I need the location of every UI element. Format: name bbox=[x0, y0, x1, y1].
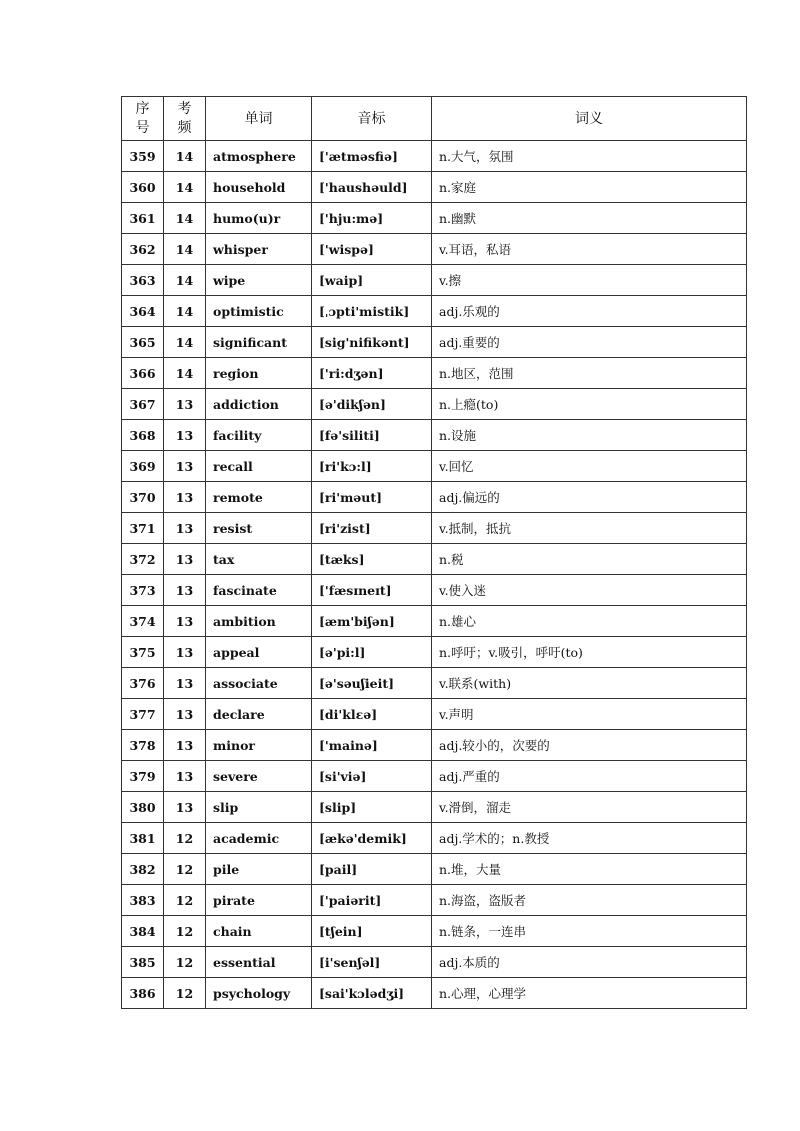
cell-meaning: n.呼吁；v.吸引，呼吁(to) bbox=[432, 637, 747, 668]
cell-word: slip bbox=[206, 792, 312, 823]
cell-meaning: adj.重要的 bbox=[432, 327, 747, 358]
table-row bbox=[122, 296, 747, 327]
cell-meaning: n.堆，大量 bbox=[432, 854, 747, 885]
cell-frequency: 13 bbox=[164, 699, 206, 730]
cell-word: pirate bbox=[206, 885, 312, 916]
cell-serial-number: 381 bbox=[122, 823, 164, 854]
cell-serial-number: 361 bbox=[122, 203, 164, 234]
vocabulary-table bbox=[121, 96, 747, 1009]
cell-serial-number: 373 bbox=[122, 575, 164, 606]
header-phonetic: 音标 bbox=[312, 97, 432, 141]
cell-serial-number: 367 bbox=[122, 389, 164, 420]
header-serial-number bbox=[122, 97, 164, 141]
cell-frequency: 14 bbox=[164, 358, 206, 389]
cell-word: significant bbox=[206, 327, 312, 358]
cell-phonetic: ['ætməsfiə] bbox=[312, 141, 432, 172]
table-row bbox=[122, 668, 747, 699]
cell-word: wipe bbox=[206, 265, 312, 296]
cell-frequency: 12 bbox=[164, 885, 206, 916]
table-row bbox=[122, 947, 747, 978]
table-body bbox=[122, 141, 747, 1009]
cell-serial-number: 382 bbox=[122, 854, 164, 885]
cell-phonetic: [tʃein] bbox=[312, 916, 432, 947]
cell-phonetic: [slip] bbox=[312, 792, 432, 823]
cell-frequency: 13 bbox=[164, 575, 206, 606]
cell-meaning: v.声明 bbox=[432, 699, 747, 730]
cell-meaning: n.税 bbox=[432, 544, 747, 575]
cell-frequency: 13 bbox=[164, 761, 206, 792]
table-row bbox=[122, 203, 747, 234]
header-row bbox=[122, 97, 747, 141]
table-row bbox=[122, 823, 747, 854]
cell-frequency: 13 bbox=[164, 668, 206, 699]
cell-phonetic: [di'klɛə] bbox=[312, 699, 432, 730]
cell-frequency: 12 bbox=[164, 823, 206, 854]
header-meaning: 词义 bbox=[432, 97, 747, 141]
header-frequency-line-2: 频 bbox=[177, 119, 192, 136]
cell-serial-number: 372 bbox=[122, 544, 164, 575]
cell-serial-number: 359 bbox=[122, 141, 164, 172]
cell-serial-number: 374 bbox=[122, 606, 164, 637]
cell-meaning: v.耳语，私语 bbox=[432, 234, 747, 265]
cell-meaning: n.大气，氛围 bbox=[432, 141, 747, 172]
header-word: 单词 bbox=[206, 97, 312, 141]
cell-phonetic: ['ri:dʒən] bbox=[312, 358, 432, 389]
cell-frequency: 13 bbox=[164, 420, 206, 451]
cell-serial-number: 380 bbox=[122, 792, 164, 823]
cell-meaning: v.抵制，抵抗 bbox=[432, 513, 747, 544]
cell-word: facility bbox=[206, 420, 312, 451]
cell-meaning: n.海盗，盗版者 bbox=[432, 885, 747, 916]
cell-word: ambition bbox=[206, 606, 312, 637]
table-row bbox=[122, 792, 747, 823]
cell-phonetic: [i'senʃəl] bbox=[312, 947, 432, 978]
cell-word: chain bbox=[206, 916, 312, 947]
table-row bbox=[122, 885, 747, 916]
cell-serial-number: 384 bbox=[122, 916, 164, 947]
cell-meaning: v.使入迷 bbox=[432, 575, 747, 606]
table-row bbox=[122, 699, 747, 730]
cell-word: humo(u)r bbox=[206, 203, 312, 234]
cell-serial-number: 368 bbox=[122, 420, 164, 451]
cell-word: remote bbox=[206, 482, 312, 513]
header-frequency-line-1: 考 bbox=[177, 100, 192, 117]
cell-meaning: n.雄心 bbox=[432, 606, 747, 637]
cell-phonetic: [ə'pi:l] bbox=[312, 637, 432, 668]
table-row bbox=[122, 606, 747, 637]
cell-word: minor bbox=[206, 730, 312, 761]
cell-phonetic: [ri'məut] bbox=[312, 482, 432, 513]
cell-phonetic: [ə'dikʃən] bbox=[312, 389, 432, 420]
table-row bbox=[122, 265, 747, 296]
table-row bbox=[122, 451, 747, 482]
cell-serial-number: 363 bbox=[122, 265, 164, 296]
table-row bbox=[122, 420, 747, 451]
table-header bbox=[122, 97, 747, 141]
cell-word: psychology bbox=[206, 978, 312, 1009]
cell-phonetic: ['hju:mə] bbox=[312, 203, 432, 234]
cell-serial-number: 370 bbox=[122, 482, 164, 513]
cell-meaning: n.上瘾(to) bbox=[432, 389, 747, 420]
cell-serial-number: 383 bbox=[122, 885, 164, 916]
cell-frequency: 14 bbox=[164, 327, 206, 358]
cell-word: atmosphere bbox=[206, 141, 312, 172]
cell-frequency: 13 bbox=[164, 637, 206, 668]
table-row bbox=[122, 234, 747, 265]
cell-serial-number: 377 bbox=[122, 699, 164, 730]
cell-phonetic: [sai'kɔlədʒi] bbox=[312, 978, 432, 1009]
cell-frequency: 14 bbox=[164, 234, 206, 265]
cell-word: resist bbox=[206, 513, 312, 544]
cell-meaning: n.心理，心理学 bbox=[432, 978, 747, 1009]
cell-phonetic: [waip] bbox=[312, 265, 432, 296]
cell-word: academic bbox=[206, 823, 312, 854]
cell-serial-number: 371 bbox=[122, 513, 164, 544]
cell-meaning: adj.本质的 bbox=[432, 947, 747, 978]
cell-frequency: 14 bbox=[164, 296, 206, 327]
cell-frequency: 14 bbox=[164, 203, 206, 234]
table-row bbox=[122, 854, 747, 885]
cell-frequency: 13 bbox=[164, 730, 206, 761]
cell-phonetic: ['haushəuld] bbox=[312, 172, 432, 203]
cell-meaning: n.家庭 bbox=[432, 172, 747, 203]
cell-frequency: 14 bbox=[164, 141, 206, 172]
cell-word: essential bbox=[206, 947, 312, 978]
header-exam-frequency bbox=[164, 97, 206, 141]
cell-word: declare bbox=[206, 699, 312, 730]
cell-meaning: n.地区，范围 bbox=[432, 358, 747, 389]
cell-phonetic: [ə'səuʃieit] bbox=[312, 668, 432, 699]
cell-meaning: n.幽默 bbox=[432, 203, 747, 234]
cell-word: fascinate bbox=[206, 575, 312, 606]
cell-frequency: 13 bbox=[164, 513, 206, 544]
cell-frequency: 12 bbox=[164, 947, 206, 978]
cell-frequency: 13 bbox=[164, 606, 206, 637]
cell-word: associate bbox=[206, 668, 312, 699]
table-row bbox=[122, 327, 747, 358]
table-row bbox=[122, 761, 747, 792]
table-row bbox=[122, 482, 747, 513]
cell-meaning: n.设施 bbox=[432, 420, 747, 451]
cell-serial-number: 379 bbox=[122, 761, 164, 792]
table-row bbox=[122, 730, 747, 761]
cell-serial-number: 362 bbox=[122, 234, 164, 265]
cell-meaning: adj.乐观的 bbox=[432, 296, 747, 327]
header-serial-line-1: 序 bbox=[135, 100, 150, 117]
cell-meaning: adj.较小的，次要的 bbox=[432, 730, 747, 761]
cell-phonetic: ['wispə] bbox=[312, 234, 432, 265]
cell-meaning: adj.严重的 bbox=[432, 761, 747, 792]
cell-phonetic: [pail] bbox=[312, 854, 432, 885]
cell-phonetic: [ˌɔpti'mistik] bbox=[312, 296, 432, 327]
cell-serial-number: 360 bbox=[122, 172, 164, 203]
cell-meaning: adj.学术的；n.教授 bbox=[432, 823, 747, 854]
cell-frequency: 12 bbox=[164, 916, 206, 947]
cell-frequency: 14 bbox=[164, 172, 206, 203]
table-row bbox=[122, 637, 747, 668]
cell-meaning: adj.偏远的 bbox=[432, 482, 747, 513]
table-row bbox=[122, 141, 747, 172]
cell-word: household bbox=[206, 172, 312, 203]
cell-serial-number: 369 bbox=[122, 451, 164, 482]
cell-phonetic: [æm'biʃən] bbox=[312, 606, 432, 637]
cell-word: recall bbox=[206, 451, 312, 482]
cell-word: pile bbox=[206, 854, 312, 885]
cell-meaning: v.回忆 bbox=[432, 451, 747, 482]
table-row bbox=[122, 978, 747, 1009]
cell-serial-number: 385 bbox=[122, 947, 164, 978]
cell-frequency: 13 bbox=[164, 544, 206, 575]
cell-phonetic: [ri'zist] bbox=[312, 513, 432, 544]
cell-phonetic: ['fæsɪneɪt] bbox=[312, 575, 432, 606]
cell-serial-number: 375 bbox=[122, 637, 164, 668]
cell-phonetic: ['mainə] bbox=[312, 730, 432, 761]
table-row bbox=[122, 389, 747, 420]
cell-serial-number: 376 bbox=[122, 668, 164, 699]
cell-frequency: 13 bbox=[164, 389, 206, 420]
header-serial-line-2: 号 bbox=[135, 119, 150, 136]
cell-frequency: 14 bbox=[164, 265, 206, 296]
table-row bbox=[122, 575, 747, 606]
cell-serial-number: 365 bbox=[122, 327, 164, 358]
cell-phonetic: [sig'nifikənt] bbox=[312, 327, 432, 358]
cell-phonetic: [tæks] bbox=[312, 544, 432, 575]
cell-phonetic: [si'viə] bbox=[312, 761, 432, 792]
cell-word: whisper bbox=[206, 234, 312, 265]
cell-meaning: v.擦 bbox=[432, 265, 747, 296]
cell-serial-number: 386 bbox=[122, 978, 164, 1009]
table-row bbox=[122, 544, 747, 575]
cell-serial-number: 378 bbox=[122, 730, 164, 761]
cell-frequency: 13 bbox=[164, 482, 206, 513]
cell-word: region bbox=[206, 358, 312, 389]
cell-serial-number: 366 bbox=[122, 358, 164, 389]
table-row bbox=[122, 358, 747, 389]
cell-frequency: 12 bbox=[164, 978, 206, 1009]
cell-phonetic: [fə'siliti] bbox=[312, 420, 432, 451]
table-row bbox=[122, 916, 747, 947]
cell-phonetic: ['paiərit] bbox=[312, 885, 432, 916]
cell-serial-number: 364 bbox=[122, 296, 164, 327]
cell-word: severe bbox=[206, 761, 312, 792]
cell-phonetic: [ri'kɔ:l] bbox=[312, 451, 432, 482]
table-row bbox=[122, 172, 747, 203]
cell-word: optimistic bbox=[206, 296, 312, 327]
cell-frequency: 13 bbox=[164, 451, 206, 482]
cell-frequency: 12 bbox=[164, 854, 206, 885]
cell-word: appeal bbox=[206, 637, 312, 668]
cell-word: addiction bbox=[206, 389, 312, 420]
cell-phonetic: [ækə'demik] bbox=[312, 823, 432, 854]
cell-meaning: n.链条，一连串 bbox=[432, 916, 747, 947]
cell-word: tax bbox=[206, 544, 312, 575]
cell-meaning: v.联系(with) bbox=[432, 668, 747, 699]
table-row bbox=[122, 513, 747, 544]
cell-frequency: 13 bbox=[164, 792, 206, 823]
cell-meaning: v.滑倒，溜走 bbox=[432, 792, 747, 823]
